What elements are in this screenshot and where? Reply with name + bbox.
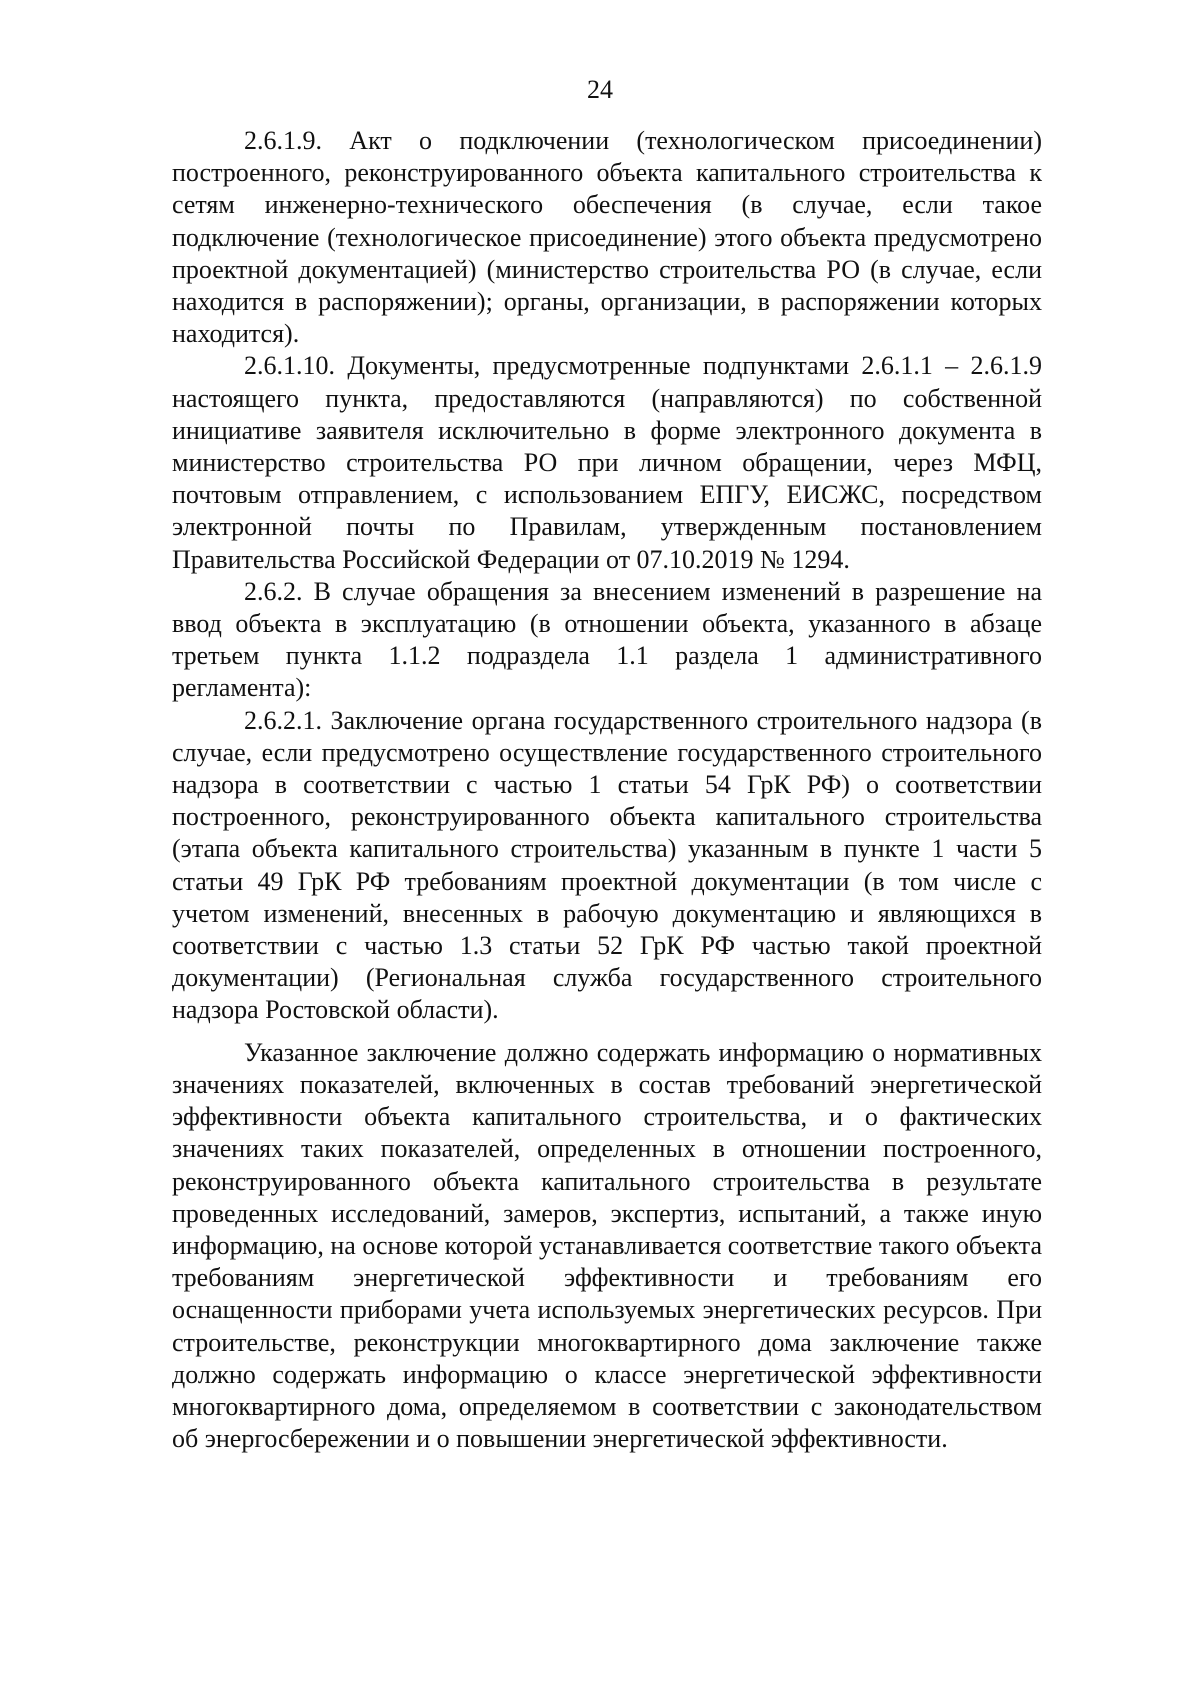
- document-body: [172, 125, 1042, 1455]
- paragraph-2-6-2-1: 2.6.2.1. Заключение органа государственного строительного надзора (в случае, если предусмотрено осуществление государственного строительного надзора в соответствии с частью 1 статьи 54 ГрК РФ) о соответствии построенного, реконструированного объекта капитального строительства (этапа объекта капитального строительства) указанным в пункте 1 части 5 статьи 49 ГрК РФ требованиям проектной документации (в том числе с учетом изменений, внесенных в рабочую документацию и являющихся в соответствии с частью 1.3 статьи 52 ГрК РФ частью такой проектной документации) (Региональная служба государственного строительного надзора Ростовской области).: [172, 705, 1042, 1025]
- page-number: 24: [587, 75, 613, 104]
- paragraph-2-6-2: 2.6.2. В случае обращения за внесением изменений в разрешение на ввод объекта в эксплуатацию (в отношении объекта, указанного в абзаце третьем пункта 1.1.2 подраздела 1.1 раздела 1 административного регламента):: [172, 576, 1042, 703]
- paragraph-2-6-1-10: 2.6.1.10. Документы, предусмотренные подпунктами 2.6.1.1 – 2.6.1.9 настоящего пункта, предоставляются (направляются) по собственной инициативе заявителя исключительно в форме электронного документа в министерство строительства РО при личном обращении, через МФЦ, почтовым отправлением, с использованием ЕПГУ, ЕИСЖС, посредством электронной почты по Правилам, утвержденным постановлением Правительства Российской Федерации от 07.10.2019 № 1294.: [172, 351, 1042, 574]
- paragraph-2-6-1-9: 2.6.1.9. Акт о подключении (технологическом присоединении) построенного, реконструированного объекта капитального строительства к сетям инженерно-технического обеспечения (в случае, если такое подключение (технологическое присоединение) этого объекта предусмотрено проектной документацией) (министерство строительства РО (в случае, если находится в распоряжении); органы, организации, в распоряжении которых находится).: [172, 126, 1042, 349]
- paragraph-conclusion-requirements: Указанное заключение должно содержать информацию о нормативных значениях показателей, включенных в состав требований энергетической эффективности объекта капитального строительства, и о фактических значениях таких показателей, определенных в отношении построенного, реконструированного объекта капитального строительства в результате проведенных исследований, замеров, экспертиз, испытаний, а также иную информацию, на основе которой устанавливается соответствие такого объекта требованиям энергетической эффективности и требованиям его оснащенности приборами учета используемых энергетических ресурсов. При строительстве, реконструкции многоквартирного дома заключение также должно содержать информацию о классе энергетической эффективности многоквартирного дома, определяемом в соответствии с законодательством об энергосбережении и о повышении энергетической эффективности.: [172, 1037, 1042, 1454]
